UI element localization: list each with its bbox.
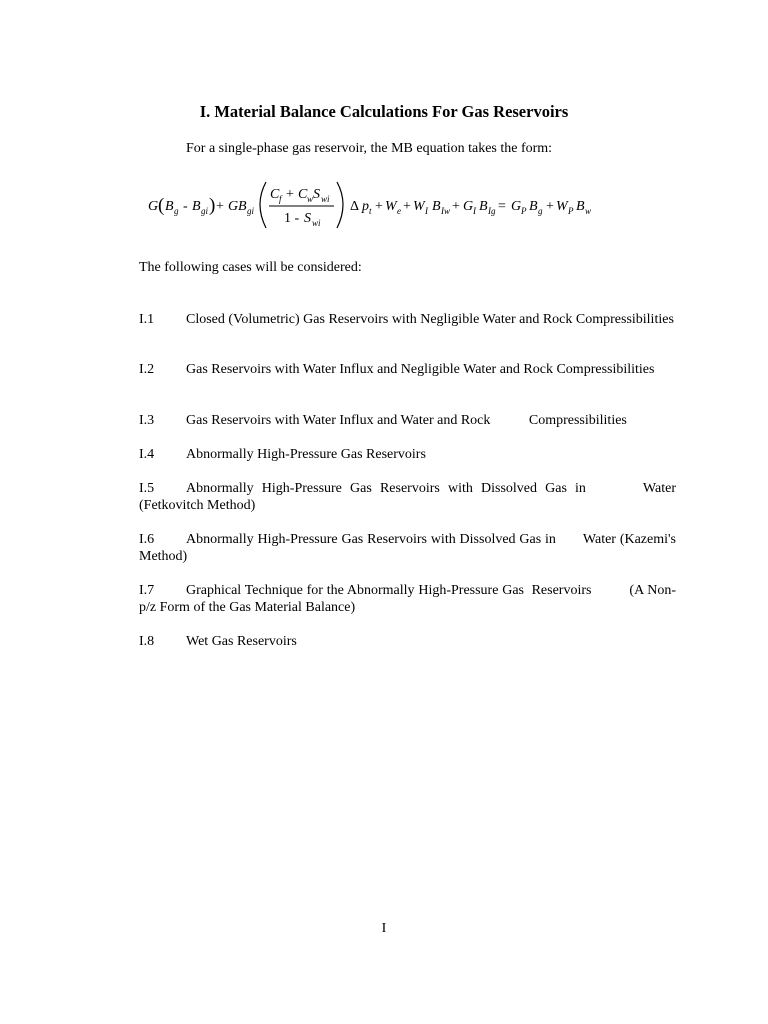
eq-plus-1: +	[216, 199, 224, 214]
material-balance-equation	[148, 176, 628, 232]
eq-G: G	[148, 199, 159, 214]
eq-plus-5: +	[452, 199, 460, 214]
case-item	[139, 412, 676, 429]
case-text: Closed (Volumetric) Gas Reservoirs with Negligible Water and Rock Compressibilities	[186, 312, 674, 327]
case-text: Wet Gas Reservoirs	[186, 634, 297, 649]
eq-Gp: G	[511, 199, 522, 214]
eq-Cf: C	[270, 187, 280, 202]
eq-plus-4: +	[403, 199, 411, 214]
eq-w-sub: w	[307, 194, 314, 204]
eq-w-sub2: w	[585, 206, 592, 216]
case-number: I.2	[139, 362, 155, 377]
eq-We: W	[385, 199, 397, 214]
case-item	[139, 311, 676, 328]
case-text: Abnormally High-Pressure Gas Reservoirs with Dissolved Gas in Water (Kazemi's Method)	[139, 532, 676, 564]
eq-Bw: B	[576, 199, 585, 214]
intro-paragraph: For a single-phase gas reservoir, the MB equation takes the form:	[186, 141, 553, 156]
case-number: I.5	[139, 481, 155, 496]
eq-equals: =	[498, 199, 506, 214]
eq-g-sub3: g	[538, 206, 543, 216]
eq-BIw: B	[432, 199, 441, 214]
case-item	[139, 531, 676, 565]
eq-Bg: B	[165, 199, 174, 214]
case-item	[139, 633, 676, 650]
eq-I-sub2: I	[473, 206, 476, 216]
case-item	[139, 361, 676, 378]
eq-I-sub: I	[425, 206, 428, 216]
eq-g-sub: g	[174, 206, 179, 216]
eq-Iw-sub: Iw	[441, 206, 450, 216]
case-text: Graphical Technique for the Abnormally High-Pressure Gas Reservoirs (A Non-p/z Form of the Gas Material Balance)	[139, 583, 676, 615]
eq-wi-sub: wi	[321, 194, 330, 204]
page-title: I. Material Balance Calculations For Gas Reservoirs	[199, 102, 569, 121]
eq-p: p	[362, 199, 369, 214]
eq-Wp: W	[556, 199, 568, 214]
eq-BIg: B	[479, 199, 488, 214]
case-text: Gas Reservoirs with Water Influx and Water and Rock Compressibilities	[186, 413, 627, 428]
eq-plus-6: +	[546, 199, 554, 214]
eq-paren-open-1: (	[158, 195, 165, 216]
case-number: I.3	[139, 413, 155, 428]
eq-Swi2: S	[304, 211, 311, 226]
eq-Cw: C	[298, 187, 308, 202]
case-number: I.6	[139, 532, 155, 547]
eq-wi-sub2: wi	[312, 218, 321, 228]
eq-WI: W	[413, 199, 425, 214]
case-number: I.8	[139, 634, 155, 649]
case-item	[139, 582, 676, 616]
case-number: I.1	[139, 312, 155, 327]
eq-e-sub: e	[397, 206, 401, 216]
case-item	[139, 480, 676, 514]
eq-GI: G	[463, 199, 474, 214]
eq-P-sub: P	[521, 206, 527, 216]
eq-one-minus: 1 -	[284, 211, 300, 226]
eq-delta: Δ	[350, 199, 360, 214]
eq-gi-sub: gi	[201, 206, 209, 216]
case-item	[139, 446, 676, 463]
eq-gi-sub2: gi	[247, 206, 255, 216]
eq-G2: G	[228, 199, 239, 214]
eq-Swi: S	[313, 187, 320, 202]
case-text: Gas Reservoirs with Water Influx and Negligible Water and Rock Compressibilities	[186, 362, 655, 377]
case-number: I.7	[139, 583, 155, 598]
eq-paren-close-1: )	[209, 195, 216, 216]
cases-intro: The following cases will be considered:	[139, 260, 362, 275]
eq-P-sub2: P	[568, 206, 574, 216]
case-number: I.4	[139, 447, 155, 462]
eq-Bgi2: B	[238, 199, 247, 214]
equation-svg	[148, 176, 628, 232]
eq-Bgi: B	[192, 199, 201, 214]
eq-big-paren-close	[337, 182, 343, 228]
eq-Bg3: B	[529, 199, 538, 214]
eq-Ig-sub: Ig	[488, 206, 496, 216]
eq-plus-3: +	[375, 199, 383, 214]
eq-f-sub: f	[279, 194, 282, 204]
case-text: Abnormally High-Pressure Gas Reservoirs	[186, 447, 426, 462]
case-text: Abnormally High-Pressure Gas Reservoirs with Dissolved Gas in Water (Fetkovitch Method)	[139, 481, 676, 513]
eq-t-sub: t	[369, 206, 372, 216]
eq-plus-2: +	[286, 187, 294, 202]
eq-big-paren-open	[260, 182, 266, 228]
eq-minus-1: -	[183, 199, 188, 214]
page-number: I	[381, 921, 387, 936]
